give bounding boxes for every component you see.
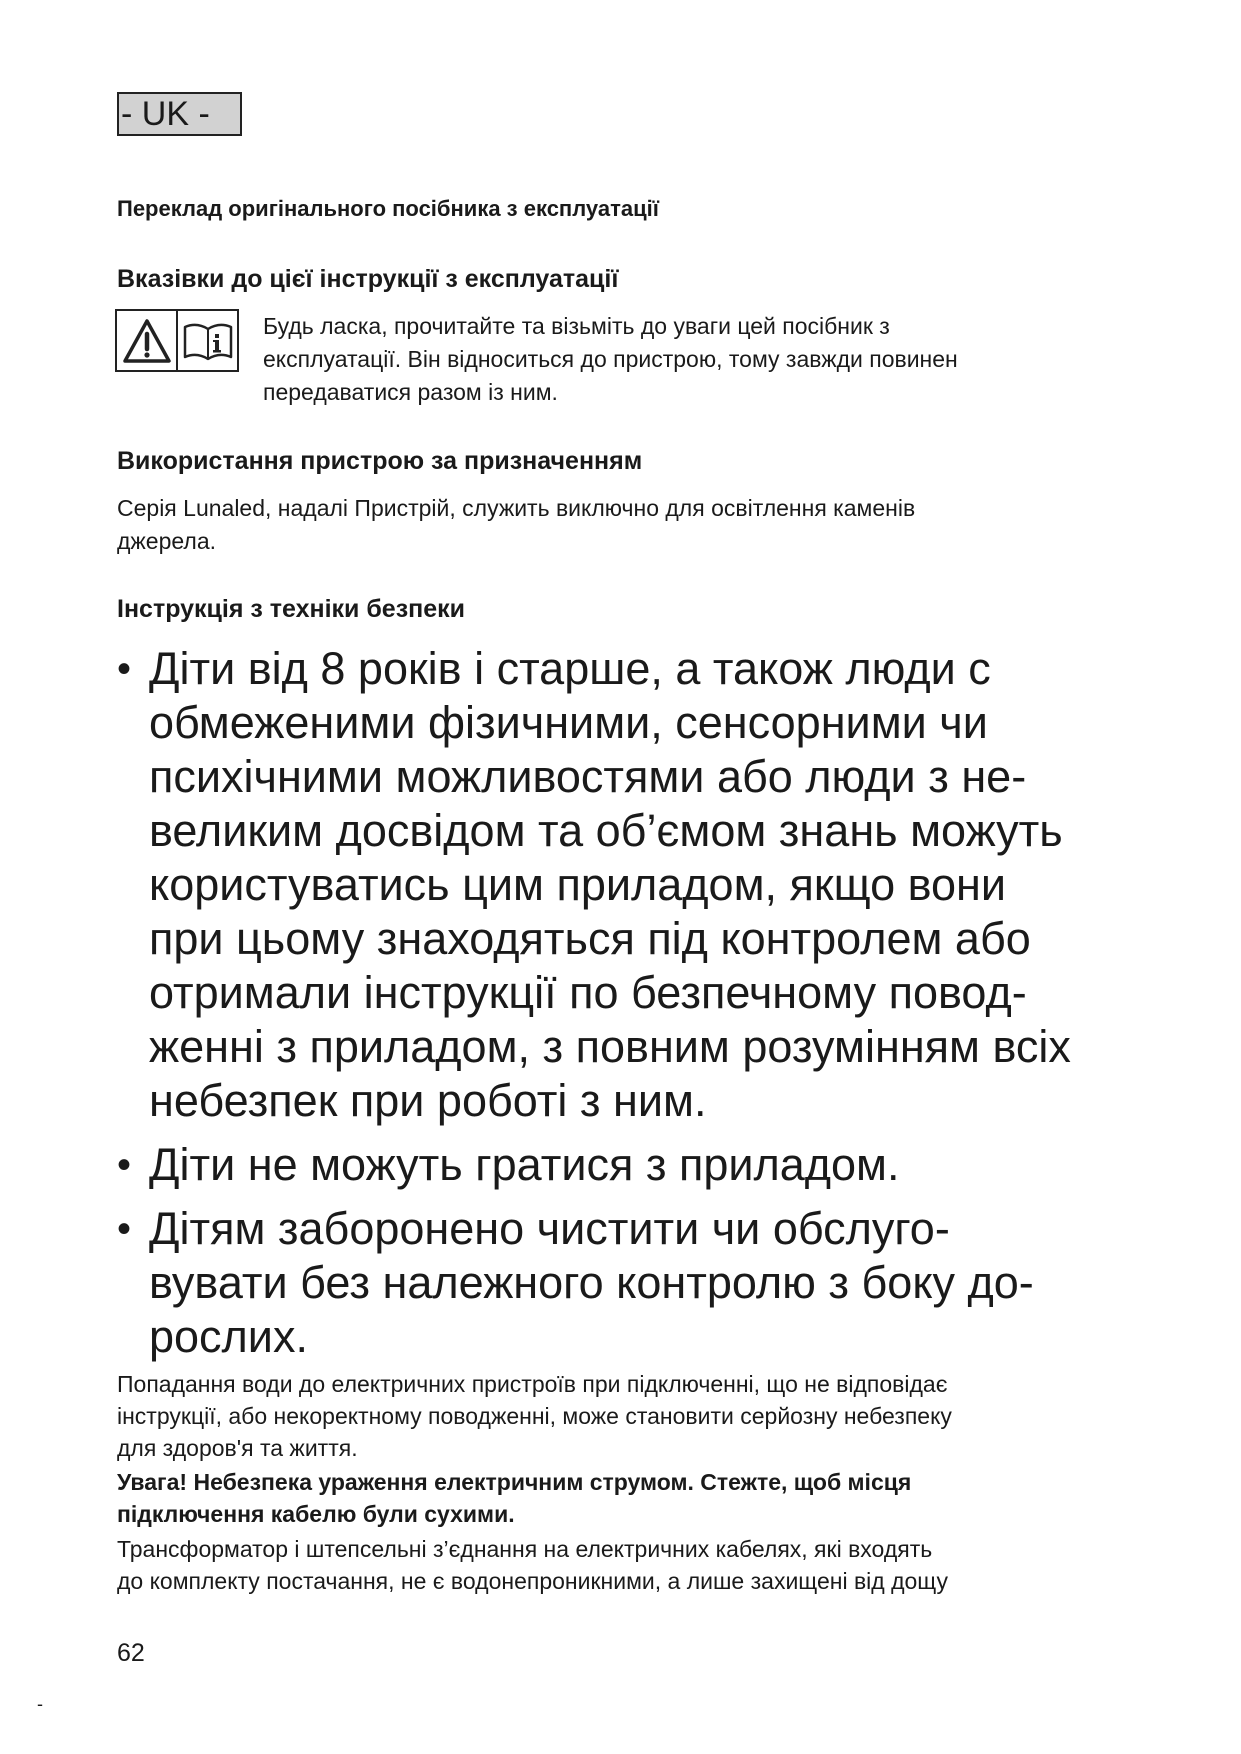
bullet-line: вувати без належного контролю з боку до- <box>149 1257 1034 1308</box>
safety-bullet-item <box>117 1202 1197 1364</box>
bullet-line: при цьому знаходяться під контролем або <box>149 913 1031 964</box>
instructions-text <box>263 310 1163 409</box>
bullet-line: великим досвідом та об’ємом знань можуть <box>149 805 1063 856</box>
page-number: 62 <box>117 1639 145 1667</box>
intended-use-line: Серія Lunaled, надалі Пристрій, служить виключно для освітлення каменів <box>117 495 916 521</box>
transformer-text <box>117 1533 1197 1597</box>
water-hazard-text <box>117 1368 1197 1464</box>
warning-line: Увага! Небезпека ураження електричним струмом. Стежте, щоб місця <box>117 1469 912 1495</box>
transformer-line: Трансформатор і штепсельні з’єднання на електричних кабелях, які входять <box>117 1536 933 1562</box>
bullet-line: Діти не можуть гратися з приладом. <box>149 1139 900 1190</box>
transformer-line: до комплекту постачання, не є водонепроникними, а лише захищені від дощу <box>117 1568 948 1594</box>
bullet-icon: • <box>117 647 132 691</box>
warning-triangle-icon <box>117 311 176 370</box>
bullet-line: Діти від 8 років і старше, а також люди с <box>149 643 991 694</box>
intended-use-line: джерела. <box>117 528 217 554</box>
instructions-line: Будь ласка, прочитайте та візьміть до уваги цей посібник з <box>263 313 890 339</box>
bullet-line: користуватись цим приладом, якщо вони <box>149 859 1007 910</box>
safety-icons-box <box>115 309 239 372</box>
warning-line: підключення кабелю були сухими. <box>117 1501 515 1527</box>
safety-bullet-item <box>117 642 1197 1128</box>
instructions-line: передаватися разом із ним. <box>263 379 558 405</box>
bullet-icon: • <box>117 1207 132 1251</box>
safety-bullet-item <box>117 1138 1197 1192</box>
bullet-line: отримали інструкції по безпечному повод- <box>149 967 1027 1018</box>
water-hazard-line: Попадання води до електричних пристроїв при підключенні, що не відповідає <box>117 1371 948 1397</box>
bullet-line: небезпек при роботі з ним. <box>149 1075 707 1126</box>
bullet-line: обмеженими фізичними, сенсорними чи <box>149 697 988 748</box>
corner-mark: - <box>37 1694 43 1714</box>
bullet-line: психічними можливостями або люди з не- <box>149 751 1027 802</box>
safety-bullet-list <box>117 642 1197 1374</box>
electric-shock-warning <box>117 1466 1197 1530</box>
bullet-icon: • <box>117 1143 132 1187</box>
water-hazard-line: для здоров'я та життя. <box>117 1435 358 1461</box>
section-title-safety: Інструкція з техніки безпеки <box>117 595 466 623</box>
water-hazard-line: інструкції, або некоректному поводженні, може становити серйозну небезпеку <box>117 1403 952 1429</box>
document-subtitle: Переклад оригінального посібника з експлуатації <box>117 196 659 221</box>
intended-use-text <box>117 492 1177 558</box>
manual-info-icon <box>176 311 237 370</box>
language-tag: - UK - <box>117 92 242 136</box>
bullet-line: женні з приладом, з повним розумінням всіх <box>149 1021 1071 1072</box>
section-title-intended-use: Використання пристрою за призначенням <box>117 447 643 475</box>
bullet-line: рослих. <box>149 1311 308 1362</box>
instructions-line: експлуатації. Він відноситься до пристрою, тому завжди повинен <box>263 346 958 372</box>
bullet-line: Дітям заборонено чистити чи обслуго- <box>149 1203 950 1254</box>
section-title-instructions: Вказівки до цієї інструкції з експлуатації <box>117 265 619 293</box>
